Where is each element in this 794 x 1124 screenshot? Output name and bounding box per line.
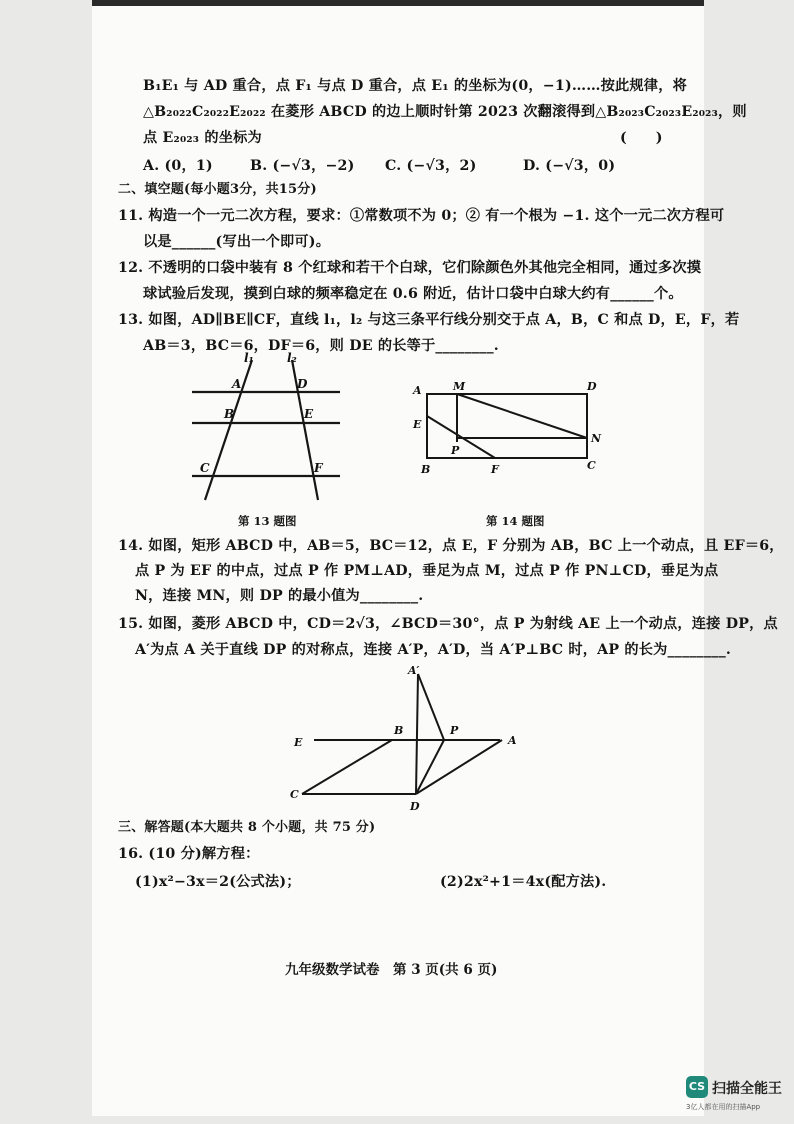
fig15-label-a: A	[508, 734, 517, 747]
fig15-label-d: D	[410, 800, 420, 812]
camscanner-logo-icon: CS	[686, 1076, 708, 1098]
fig15-label-e: E	[294, 736, 303, 749]
fig15-label-c: C	[290, 788, 299, 801]
page-footer: 九年级数学试卷 第 3 页(共 6 页)	[285, 962, 498, 978]
figure-13-caption: 第 13 题图	[238, 514, 297, 528]
q10-option-c: C. (−√3，2)	[385, 158, 477, 174]
q16-title: 16. (10 分)解方程：	[118, 846, 260, 862]
fig15-label-p: P	[450, 724, 459, 737]
fig13-label-d: D	[297, 377, 308, 391]
fig13-label-l1: l₁	[244, 352, 254, 365]
q14-line-3: N，连接 MN，则 DP 的最小值为________.	[135, 588, 424, 604]
q15-line-2: A′为点 A 关于直线 DP 的对称点，连接 A′P，A′D，当 A′P⊥BC 时，AP 的长为________.	[135, 642, 731, 658]
q15-line-1: 15. 如图，菱形 ABCD 中，CD＝2√3，∠BCD＝30°，点 P 为射线 AE 上一个动点，连接 DP，点	[118, 616, 778, 632]
line-l1	[205, 360, 252, 500]
fig14-label-e: E	[413, 418, 422, 431]
q11-line-1: 11. 构造一个一元二次方程，要求：①常数项不为 0；② 有一个根为 −1. 这个一元二次方程可	[118, 208, 725, 224]
fig14-label-d: D	[587, 380, 597, 393]
side-cb	[302, 740, 392, 794]
q10-line-1: B₁E₁ 与 AD 重合，点 F₁ 与点 D 重合，点 E₁ 的坐标为(0，−1)……按此规律，将	[143, 78, 687, 94]
q11-line-2: 以是______(写出一个即可)。	[143, 234, 331, 250]
fig14-label-m: M	[453, 380, 466, 393]
fig14-label-c: C	[587, 459, 596, 472]
fig13-label-b: B	[224, 407, 235, 421]
q16-part-1: (1)x²−3x＝2(公式法)；	[135, 874, 301, 890]
q12-line-1: 12. 不透明的口袋中装有 8 个红球和若干个白球，它们除颜色外其他完全相同，通过多次摸	[118, 260, 702, 276]
figure-14-diagram	[405, 376, 605, 480]
fig14-label-a: A	[413, 384, 422, 397]
section-2-title: 二、填空题(每小题3分，共15分)	[118, 182, 317, 197]
q14-line-1: 14. 如图，矩形 ABCD 中，AB＝5，BC＝12，点 E，F 分别为 AB，BC 上一个动点，且 EF＝6，	[118, 538, 784, 554]
fig14-label-p: P	[451, 444, 460, 457]
segment-mn	[457, 394, 587, 438]
q10-line-2: △B₂₀₂₂C₂₀₂₂E₂₀₂₂ 在菱形 ABCD 的边上顺时针第 2023 次翻滚得到△B₂₀₂₃C₂₀₂₃E₂₀₂₃，则	[143, 104, 747, 120]
segment-a-prime-p	[418, 674, 444, 740]
figure-14-caption: 第 14 题图	[486, 514, 545, 528]
figure-13-diagram	[180, 352, 350, 504]
segment-a-prime-d	[416, 674, 418, 794]
q10-answer-paren: ( )	[620, 130, 663, 146]
q14-line-2: 点 P 为 EF 的中点，过点 P 作 PM⊥AD，垂足为点 M，过点 P 作 PN⊥CD，垂足为点	[135, 563, 719, 579]
fig13-label-c: C	[200, 461, 210, 475]
fig15-label-a-prime: A′	[408, 664, 420, 677]
q13-line-1: 13. 如图，AD∥BE∥CF，直线 l₁，l₂ 与这三条平行线分别交于点 A，B，C 和点 D，E，F，若	[118, 312, 740, 328]
fig14-label-n: N	[591, 432, 602, 445]
fig15-label-b: B	[394, 724, 404, 737]
fig13-label-f: F	[314, 461, 323, 475]
figure-15-diagram	[288, 664, 528, 812]
q13-line-2: AB＝3，BC＝6，DF＝6，则 DE 的长等于________.	[143, 338, 499, 354]
fig13-label-e: E	[304, 407, 314, 421]
watermark-tagline: 3亿人都在用的扫描App	[686, 1103, 761, 1111]
q12-line-2: 球试验后发现，摸到白球的频率稳定在 0.6 附近，估计口袋中白球大约有______个。	[143, 286, 683, 302]
q16-part-2: (2)2x²+1＝4x(配方法).	[440, 874, 607, 890]
fig13-label-a: A	[232, 377, 242, 391]
fig14-label-f: F	[491, 463, 499, 476]
q10-line-3: 点 E₂₀₂₃ 的坐标为	[143, 130, 262, 146]
q10-option-a: A. (0，1)	[143, 158, 213, 174]
watermark-name: 扫描全能王	[712, 1081, 782, 1097]
q10-option-b: B. (−√3，−2)	[250, 158, 355, 174]
fig14-label-b: B	[421, 463, 431, 476]
section-3-title: 三、解答题(本大题共 8 个小题，共 75 分)	[118, 820, 376, 835]
q10-option-d: D. (−√3，0)	[523, 158, 616, 174]
fig13-label-l2: l₂	[287, 352, 297, 365]
